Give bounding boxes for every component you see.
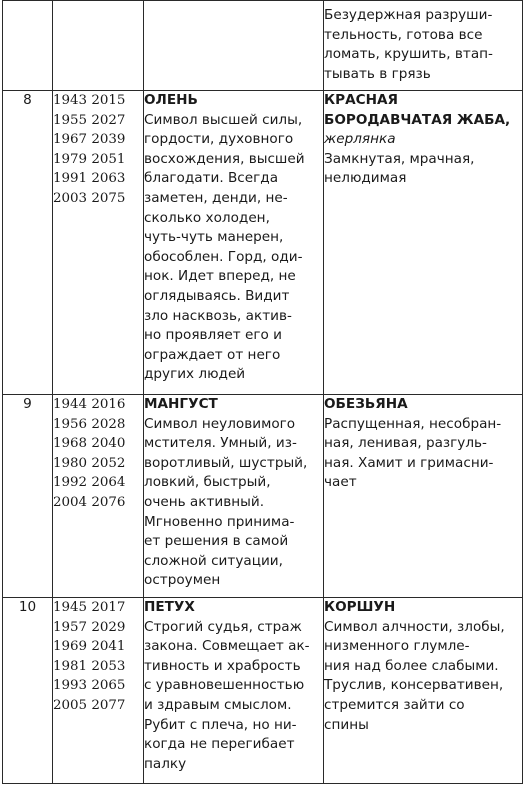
zodiac-table (2, 0, 523, 784)
antisymbol-text-line: Замкнутая, мрачная, (324, 150, 475, 167)
year-pair: 1956 2028 (53, 416, 126, 432)
antisymbol-text-line: Безудержная разруши- (324, 7, 493, 23)
symbol-text-line: когда не перегибает (144, 736, 295, 753)
symbol-text-line: сложной ситуации, (144, 552, 283, 569)
row-number-cell (3, 395, 53, 598)
antisymbol-text-line: стремится зайти со (324, 696, 465, 713)
symbol-text-line: закона. Совмещает ак- (144, 638, 310, 655)
symbol-text-line: с уравновешенностью (144, 677, 305, 694)
antisymbol-title: БОРОДАВЧАТАЯ ЖАБА, (324, 111, 511, 128)
year-pair: 1992 2064 (53, 475, 126, 491)
symbol-cell (144, 395, 324, 598)
antisymbol-text-line: Распущенная, несобран- (324, 415, 502, 432)
antisymbol-text-line: ная, ленивая, разгуль- (324, 435, 487, 452)
year-pair: 1969 2041 (53, 639, 126, 655)
antisymbol-text-line: Труслив, консервативен, (324, 677, 504, 694)
year-pair: 1944 2016 (53, 397, 126, 412)
symbol-cell (144, 1, 324, 91)
symbol-text-line: обособлен. Горд, оди- (144, 248, 303, 265)
symbol-text-line: тивность и храбрость (144, 657, 301, 674)
symbol-text-line: ет решения в самой (144, 533, 289, 550)
symbol-text-line: восхождения, высшей (144, 150, 305, 167)
year-pair: 1955 2027 (53, 112, 126, 128)
year-pair: 2005 2077 (53, 697, 126, 713)
symbol-text-line: остроумен (144, 572, 221, 589)
symbol-text-line: сколько холоден, (144, 209, 270, 226)
symbol-cell (144, 91, 324, 395)
symbol-text-line: но проявляет его и (144, 327, 282, 344)
symbol-text-line: воротливый, шустрый, (144, 454, 308, 471)
antisymbol-text-line: ломать, крушить, втап- (324, 46, 493, 63)
antisymbol-subtitle: жерлянка (324, 131, 396, 148)
years-cell (53, 1, 144, 91)
symbol-text-line: оглядываясь. Видит (144, 287, 290, 304)
symbol-text-line: ограждает от него (144, 346, 281, 363)
years-cell (53, 91, 144, 395)
symbol-text-line: заметен, денди, не- (144, 189, 288, 206)
year-pair: 1968 2040 (53, 436, 126, 452)
row-number: 10 (18, 599, 37, 615)
symbol-text-line: благодати. Всегда (144, 170, 279, 187)
symbol-text-line: зло насквозь, актив- (144, 307, 292, 324)
antisymbol-title: КОРШУН (324, 599, 396, 615)
row-number-cell (3, 1, 53, 91)
symbol-text-line: палку (144, 755, 187, 772)
row-number-cell (3, 598, 53, 784)
table-row (3, 1, 523, 91)
year-pair: 1967 2039 (53, 132, 126, 148)
antisymbol-text-line: нелюдимая (324, 170, 407, 187)
symbol-title: ОЛЕНЬ (144, 92, 198, 108)
symbol-text-line: Символ неуловимого (144, 415, 296, 432)
year-pair: 2003 2075 (53, 190, 126, 206)
row-number: 8 (23, 92, 32, 108)
symbol-text-line: и здравым смыслом. (144, 696, 292, 713)
symbol-text-line: гордости, духовного (144, 131, 294, 148)
symbol-title: МАНГУСТ (144, 396, 218, 412)
table-row (3, 598, 523, 784)
symbol-text-line: мстителя. Умный, из- (144, 435, 297, 452)
symbol-text-line: Рубит с плеча, но ни- (144, 716, 297, 733)
antisymbol-text-line: спины (324, 716, 369, 733)
year-pair: 2004 2076 (53, 494, 126, 510)
antisymbol-text-line: ная. Хамит и гримасни- (324, 454, 494, 471)
symbol-title: ПЕТУХ (144, 599, 195, 615)
antisymbol-text-line: ния над более слабыми. (324, 657, 499, 674)
symbol-text-line: Строгий судья, страж (144, 618, 302, 635)
symbol-text-line: очень активный. (144, 493, 265, 510)
antisymbol-cell (324, 1, 523, 91)
antisymbol-title: ОБЕЗЬЯНА (324, 396, 408, 412)
years-cell (53, 395, 144, 598)
year-pair: 1979 2051 (53, 151, 126, 167)
symbol-text-line: других людей (144, 366, 246, 383)
antisymbol-text-line: низменного глумле- (324, 638, 470, 655)
years-cell (53, 598, 144, 784)
antisymbol-text-line: Символ алчности, злобы, (324, 618, 505, 635)
antisymbol-text-line: тельность, готова все (324, 26, 483, 43)
symbol-text-line: Мгновенно принима- (144, 513, 295, 530)
symbol-text-line: нок. Идет вперед, не (144, 268, 296, 285)
table-row (3, 395, 523, 598)
symbol-text-line: ловкий, быстрый, (144, 474, 271, 491)
row-number-cell (3, 91, 53, 395)
symbol-text-line: Символ высшей силы, (144, 111, 303, 128)
year-pair: 1991 2063 (53, 171, 126, 187)
symbol-text-line: чуть-чуть манерен, (144, 229, 284, 246)
year-pair: 1993 2065 (53, 678, 126, 694)
table-row (3, 91, 523, 395)
year-pair: 1945 2017 (53, 600, 126, 615)
antisymbol-title: КРАСНАЯ (324, 92, 398, 108)
antisymbol-text-line: чает (324, 474, 357, 491)
antisymbol-cell (324, 395, 523, 598)
antisymbol-text-line: тывать в грязь (324, 65, 431, 82)
symbol-cell (144, 598, 324, 784)
year-pair: 1957 2029 (53, 619, 126, 635)
year-pair: 1980 2052 (53, 455, 126, 471)
row-number: 9 (23, 396, 32, 412)
year-pair: 1943 2015 (53, 93, 126, 108)
antisymbol-cell (324, 91, 523, 395)
antisymbol-cell (324, 598, 523, 784)
year-pair: 1981 2053 (53, 658, 126, 674)
